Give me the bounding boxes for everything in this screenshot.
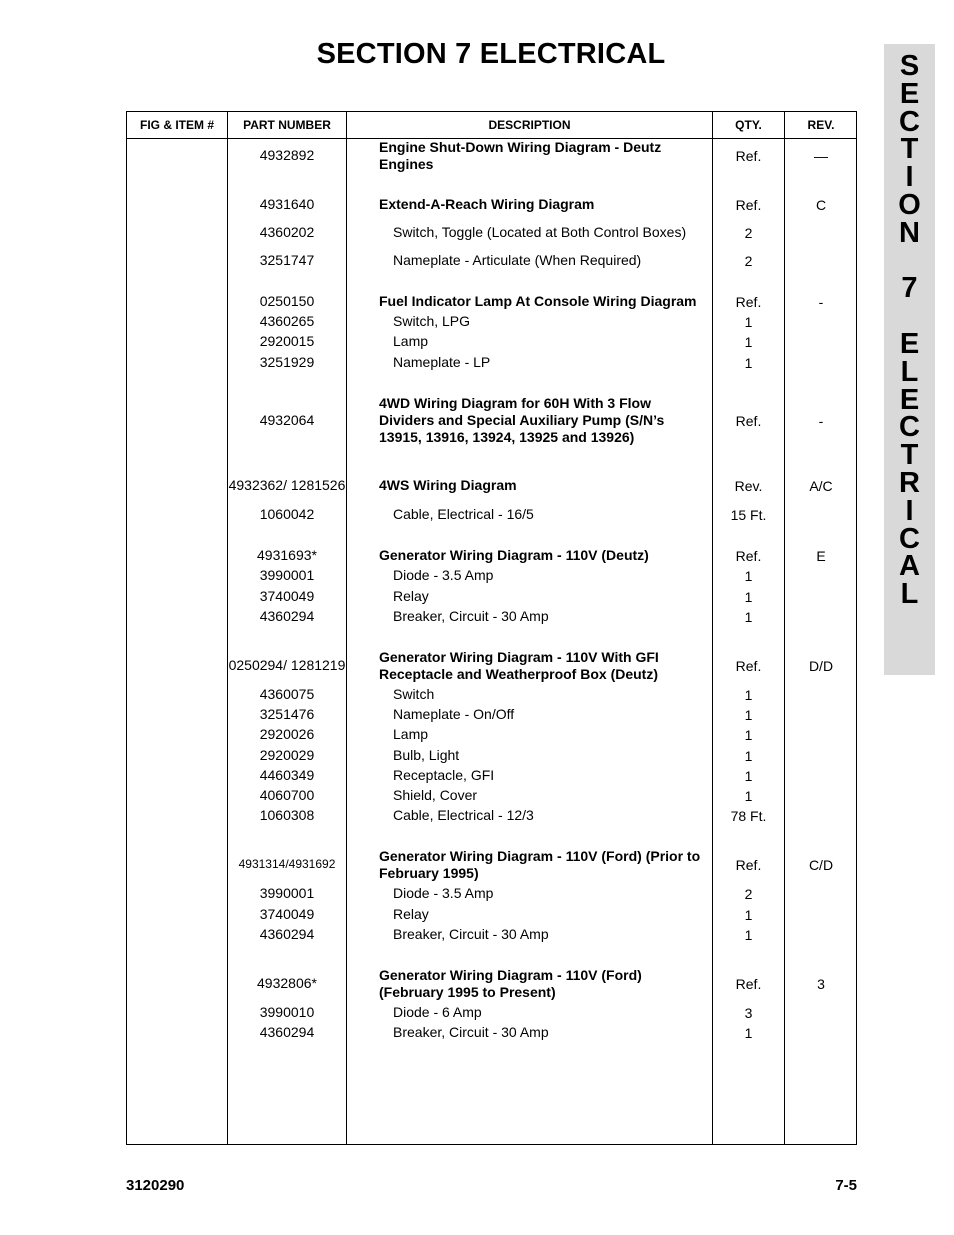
rev-cell [785,354,857,371]
side-tab-letter: T [900,439,919,472]
qty-cell: 2 [744,885,753,902]
table-row [127,395,856,446]
side-tab-letter: E [899,77,920,110]
part-number-cell: 3990001 [259,567,315,583]
description-cell: Relay [393,588,429,604]
rev-cell [785,252,857,269]
rev-cell [785,747,857,764]
description-cell: Diode - 6 Amp [393,1004,482,1020]
table-row [127,196,856,213]
page-title: SECTION 7 ELECTRICAL [316,38,666,70]
rev-cell [785,926,857,943]
rev-cell [785,906,857,923]
part-number-cell: 4360075 [259,686,315,702]
description-cell: Shield, Cover [393,787,478,803]
rev-cell: C [815,196,827,213]
description-cell: Generator Wiring Diagram - 110V (Deutz) [379,547,649,563]
description-cell: Switch, Toggle (Located at Both Control Boxes) [393,224,687,240]
rev-cell [785,506,857,523]
description-cell: Breaker, Circuit - 30 Amp [393,1024,549,1040]
description-cell: Generator Wiring Diagram - 110V With GFI Receptacle and Weatherproof Box (Deutz) [379,648,659,682]
description-cell: Nameplate - On/Off [393,706,515,722]
table-row [127,686,856,703]
table-row [127,649,856,682]
table-row [127,706,856,723]
table-row [127,767,856,784]
document-number: 3120290 [126,1177,185,1194]
side-tab-letter: N [899,216,920,249]
qty-cell: 78 Ft. [730,807,767,824]
qty-cell: Rev. [734,477,763,494]
qty-cell: 1 [744,686,753,703]
description-cell: Switch, LPG [393,313,471,329]
part-number-cell: 3251476 [259,706,315,722]
table-row [127,333,856,350]
description-cell: Nameplate - LP [393,354,491,370]
side-tab-letter: R [899,467,920,499]
qty-cell: 1 [744,906,753,923]
qty-cell: Ref. [735,975,762,992]
side-tab-letter: L [900,355,919,388]
qty-cell: 1 [744,926,753,943]
part-number-cell: 3990010 [259,1004,315,1020]
qty-cell: 1 [744,726,753,743]
part-number-cell: 0250150 [259,293,315,309]
table-row [127,747,856,764]
description-cell: Diode - 3.5 Amp [393,567,494,583]
qty-cell: 1 [744,588,753,605]
part-number-cell: 4932064 [259,412,315,428]
part-number-cell: 4360202 [259,224,315,240]
side-tab-letter: L [900,578,919,611]
side-tab-letter: A [899,550,920,583]
description-cell: Switch [393,686,435,702]
table-row [127,967,856,1000]
side-tab-letter: T [900,133,919,166]
part-number-cell: 2920026 [259,726,315,742]
table-row [127,139,856,172]
rev-cell [785,1024,857,1041]
description-cell: Relay [393,906,429,922]
qty-cell: 1 [744,706,753,723]
rev-cell: - [818,412,824,429]
qty-cell: Ref. [735,856,762,873]
part-number-cell: 2920029 [259,747,315,763]
table-row [127,588,856,605]
part-number-cell: 4460349 [259,767,315,783]
table-row [127,1004,856,1021]
table-row [127,469,856,502]
qty-cell: 1 [744,313,753,330]
description-cell: Nameplate - Articulate (When Required) [393,252,642,268]
side-tab-letter: E [899,328,920,360]
qty-cell: 15 Ft. [730,506,767,523]
table-row [127,293,856,310]
qty-cell: 1 [744,787,753,804]
side-tab-letter: S [899,50,920,82]
rev-cell: — [814,147,828,164]
table-row [127,252,856,269]
rev-cell [785,686,857,703]
part-number-cell: 4931314/4931692 [238,857,336,871]
rev-cell [785,216,857,249]
side-tab-letter: 7 [901,272,918,305]
qty-cell: Ref. [735,547,762,564]
header-qty: QTY. [735,118,762,132]
rev-cell: - [818,293,824,310]
description-cell: Receptacle, GFI [393,767,495,783]
description-cell: Lamp [393,726,429,742]
description-cell: Breaker, Circuit - 30 Amp [393,926,549,942]
rev-cell [785,608,857,625]
table-row [127,216,856,249]
part-number-cell: 1060042 [259,506,315,522]
qty-cell: Ref. [735,293,762,310]
description-cell: Generator Wiring Diagram - 110V (Ford) (February 1995 to Present) [379,966,642,1000]
header-fig-item: FIG & ITEM # [139,118,214,132]
qty-cell: 2 [744,252,753,269]
section-side-tab [884,44,935,675]
header-part-number: PART NUMBER [243,118,331,132]
table-row [127,906,856,923]
description-cell: Generator Wiring Diagram - 110V (Ford) (Prior to February 1995) [379,847,701,881]
side-tab-letter: O [898,189,921,221]
rev-cell [785,588,857,605]
description-cell: Engine Shut-Down Wiring Diagram - Deutz Engines [379,138,662,172]
qty-cell: 1 [744,354,753,371]
part-number-cell: 4060700 [259,787,315,803]
table-row [127,807,856,824]
rev-cell [785,567,857,584]
side-tab-letter: C [899,411,920,444]
part-number-cell: 3251747 [259,252,315,268]
table-row [127,313,856,330]
part-number-cell: 1060308 [259,807,315,823]
table-row [127,1024,856,1041]
table-row [127,885,856,902]
rev-cell: E [816,547,826,564]
part-number-cell: 4932806* [257,975,317,991]
rev-cell: D/D [808,657,834,674]
part-number-cell: 3740049 [259,588,315,604]
part-number-cell: 3740049 [259,906,315,922]
header-rev: REV. [807,118,835,132]
qty-cell: Ref. [735,412,762,429]
table-row [127,608,856,625]
page-number: 7-5 [835,1177,857,1194]
side-tab-letter: I [905,494,914,527]
part-number-cell: 4360294 [259,926,315,942]
description-cell: Diode - 3.5 Amp [393,885,494,901]
rev-cell [785,767,857,784]
qty-cell: Ref. [735,147,762,164]
description-cell: Lamp [393,333,429,349]
table-row [127,547,856,564]
parts-table [126,111,857,1145]
rev-cell [785,726,857,743]
description-cell: 4WS Wiring Diagram [379,477,517,493]
rev-cell: C/D [808,856,834,873]
part-number-cell: 4360294 [259,1024,315,1040]
part-number-cell: 4931693* [257,547,317,563]
rev-cell [785,313,857,330]
rev-cell [785,333,857,350]
qty-cell: 2 [744,224,753,241]
qty-cell: 1 [744,608,753,625]
side-tab-letter: E [899,383,920,416]
rev-cell [785,807,857,824]
table-row [127,787,856,804]
rev-cell: A/C [809,477,833,494]
description-cell: 4WD Wiring Diagram for 60H With 3 Flow Dividers and Special Auxiliary Pump (S/N’s 13915, 13916, 13924, 13925 and 13926) [379,395,665,445]
qty-cell: 1 [744,1024,753,1041]
part-number-cell: 4360294 [259,608,315,624]
description-cell: Bulb, Light [393,747,460,763]
table-row [127,354,856,371]
qty-cell: 1 [744,767,753,784]
qty-cell: Ref. [735,196,762,213]
description-cell: Cable, Electrical - 16/5 [393,506,534,522]
side-tab-letter: I [905,161,914,194]
qty-cell: 1 [744,567,753,584]
part-number-cell: 4932892 [259,147,315,163]
rev-cell [785,787,857,804]
header-description: DESCRIPTION [488,118,571,132]
qty-cell: 3 [744,1004,753,1021]
side-tab-letter: C [899,522,920,555]
rev-cell: 3 [817,975,825,992]
description-cell: Extend-A-Reach Wiring Diagram [379,196,595,212]
part-number-cell: 3990001 [259,885,315,901]
side-tab-letter: C [899,105,920,138]
description-cell: Fuel Indicator Lamp At Console Wiring Diagram [379,293,697,309]
part-number-cell: 4931640 [259,196,315,212]
part-number-cell: 3251929 [259,354,315,370]
table-row [127,567,856,584]
description-cell: Cable, Electrical - 12/3 [393,807,534,823]
table-row [127,506,856,523]
table-row [127,726,856,743]
rev-cell [785,706,857,723]
qty-cell: Ref. [735,657,762,674]
qty-cell: 1 [744,333,753,350]
rev-cell [785,1004,857,1021]
part-number-cell: 4932362/ 1281526 [228,477,346,493]
rev-cell [785,885,857,902]
qty-cell: 1 [744,747,753,764]
description-cell: Breaker, Circuit - 30 Amp [393,608,549,624]
table-row [127,848,856,881]
part-number-cell: 4360265 [259,313,315,329]
part-number-cell: 2920015 [259,333,315,349]
part-number-cell: 0250294/ 1281219 [228,657,346,673]
table-row [127,926,856,943]
